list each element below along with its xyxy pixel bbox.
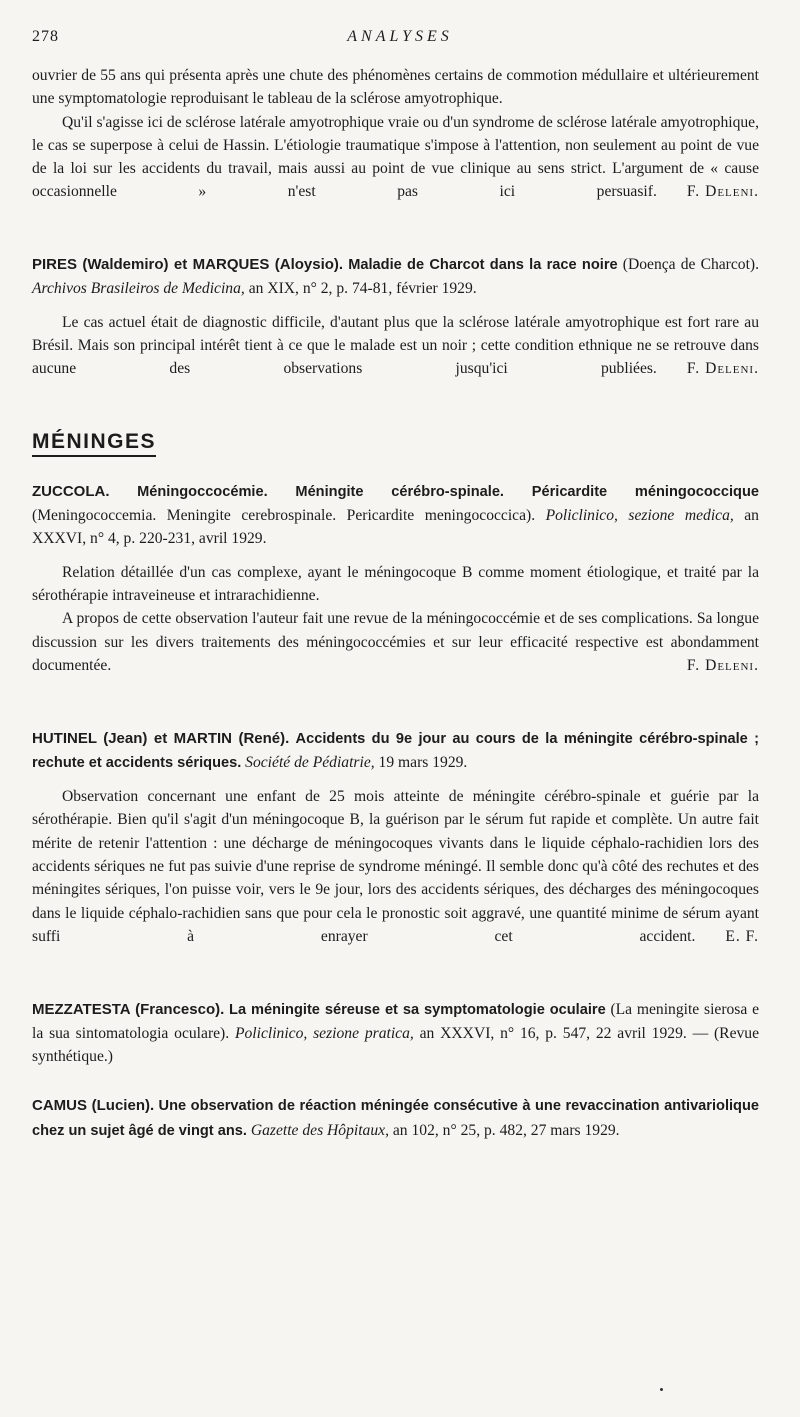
- entry-paragraph: [32, 785, 759, 971]
- paragraph-text: Qu'il s'agisse ici de sclérose latérale amyotrophique vraie ou d'un syndrome de sclérose latérale amyotrophique, le cas se superpose à celui de Hassin. L'étiologie traumatique s'impose à l'attention, non seulement au point de vue de la loi sur les accidents du travail, mais aussi au point de vue clinique au sens strict. L'argument de « cause occasionnelle » n'est pas ici persuasif.: [32, 113, 759, 201]
- page-content: [32, 64, 759, 1143]
- entry-journal: Société de Pédiatrie,: [245, 753, 375, 771]
- entry-body: [32, 785, 759, 971]
- entry-title: Une observation de réaction méningée consécutive à une revaccination antivariolique chez un sujet âgé de vingt ans.: [32, 1098, 759, 1139]
- paragraph-text: Relation détaillée d'un cas complexe, ayant le méningocoque B comme moment étiologique, et traité par la sérothérapie intraveineuse et intrarachidienne.: [32, 563, 759, 605]
- signature: F. Deleni.: [686, 656, 759, 674]
- entry-authors: CAMUS (Lucien).: [32, 1097, 155, 1115]
- entry-authors: MEZZATESTA (Francesco).: [32, 1000, 225, 1018]
- abstract-list: [32, 480, 759, 1143]
- entry-translation: (Meningococcemia. Meningite cerebrospinale. Pericardite meningococcica).: [32, 507, 536, 525]
- abstract-entry: [32, 727, 759, 972]
- entry-paragraph: [32, 311, 759, 404]
- entry-paragraph: [32, 561, 759, 608]
- entry-journal: Policlinico, sezione pratica,: [234, 1024, 414, 1042]
- entry-translation: (Doença de Charcot).: [622, 256, 760, 274]
- entry-citation: 19 mars 1929.: [378, 753, 468, 771]
- page-header: [32, 28, 768, 52]
- stray-mark: [660, 1388, 663, 1391]
- entry-title: La méningite séreuse et sa symptomatologie oculaire: [229, 1001, 606, 1018]
- entry-journal: Archivos Brasileiros de Medicina,: [32, 280, 245, 298]
- entry-body: [32, 311, 759, 404]
- entry-authors: PIRES (Waldemiro) et MARQUES (Aloysio).: [32, 256, 344, 274]
- entry-citation: an XXXVI, n° 4, p. 220-231, avril 1929.: [32, 507, 759, 548]
- running-title: ANALYSES: [347, 28, 453, 45]
- entry-title: Accidents du 9e jour au cours de la méningite cérébro-spinale ; rechute et accidents sériques.: [32, 730, 760, 771]
- entry-heading: [32, 480, 759, 551]
- section-heading-text: MÉNINGES: [32, 430, 156, 457]
- entry-journal: Policlinico, sezione medica,: [545, 507, 734, 525]
- entry-citation: an XIX, n° 2, p. 74-81, février 1929.: [248, 280, 477, 298]
- entry-authors: ZUCCOLA.: [32, 482, 110, 500]
- abstract-entry: [32, 1094, 759, 1143]
- signature: E. F.: [725, 927, 759, 945]
- entry-citation: an 102, n° 25, p. 482, 27 mars 1929.: [392, 1121, 620, 1139]
- entry-title: Méningoccocémie. Méningite cérébro-spinale. Péricardite méningococcique: [137, 483, 759, 500]
- entry-heading: [32, 998, 759, 1069]
- intro-paragraph: ouvrier de 55 ans qui présenta après une chute des phénomènes certains de commotion médullaire et ultérieurement une symptomatologie reproduisant le tableau de la sclérose amyotrophique.: [32, 67, 759, 108]
- abstract-entry: [32, 253, 759, 404]
- entry-translation: (La meningite sierosa e la sua sintomatologia oculare).: [32, 1000, 759, 1042]
- entry-citation: an XXXVI, n° 16, p. 547, 22 avril 1929. — (Revue synthétique.): [32, 1024, 760, 1066]
- page-number: 278: [32, 28, 59, 45]
- paragraph-text: A propos de cette observation l'auteur fait une revue de la méningococcémie et de ses complications. Sa longue discussion sur les divers traitements des méningococcémies et sur leur efficacité respective est abondamment documentée.: [32, 610, 759, 674]
- entry-authors: HUTINEL (Jean) et MARTIN (René).: [32, 729, 290, 747]
- entry-heading: [32, 727, 759, 776]
- entry-paragraph: [32, 607, 759, 700]
- intro-paragraph: [32, 111, 759, 227]
- entry-heading: [32, 1094, 759, 1143]
- entry-journal: Gazette des Hôpitaux,: [250, 1121, 389, 1139]
- entry-heading: [32, 253, 759, 301]
- paragraph-text: Le cas actuel était de diagnostic difficile, d'autant plus que la sclérose latérale amyotrophique est fort rare au Brésil. Mais son principal intérêt tient à ce que le malade est un noir ; cette condition ethnique ne se retrouve dans aucune des observations jusqu'ici publiées.: [32, 313, 759, 378]
- abstract-entry: [32, 480, 759, 701]
- entry-body: [32, 561, 759, 701]
- entry-title: Maladie de Charcot dans la race noire: [348, 257, 618, 274]
- signature: F. Deleni.: [686, 183, 759, 201]
- signature: F. Deleni.: [686, 360, 759, 378]
- abstract-entry: [32, 998, 759, 1069]
- abstract-list: [32, 253, 759, 404]
- section-heading: [32, 430, 759, 454]
- paragraph-text: Observation concernant une enfant de 25 mois atteinte de méningite cérébro-spinale et guérie par la sérothérapie. Bien qu'il s'agit d'un méningocoque B, la guérison par le sérum fut rapide et complète. Un autre fait mérite de retenir l'attention : une décharge de méningocoques vivants dans le liquide céphalo-rachidien lors des accidents sériques ne fut pas suivie d'une reprise de syndrome méningé. Il semble donc qu'à côté des rechutes et des méningites sériques, l'on puisse voir, vers le 9e jour, lors des accidents sériques, des décharges des méningocoques dans le liquide céphalo-rachidien sans que pour cela le pronostic soit aggravé, une quantité minime de sérum ayant suffi à enrayer cet accident.: [32, 788, 759, 945]
